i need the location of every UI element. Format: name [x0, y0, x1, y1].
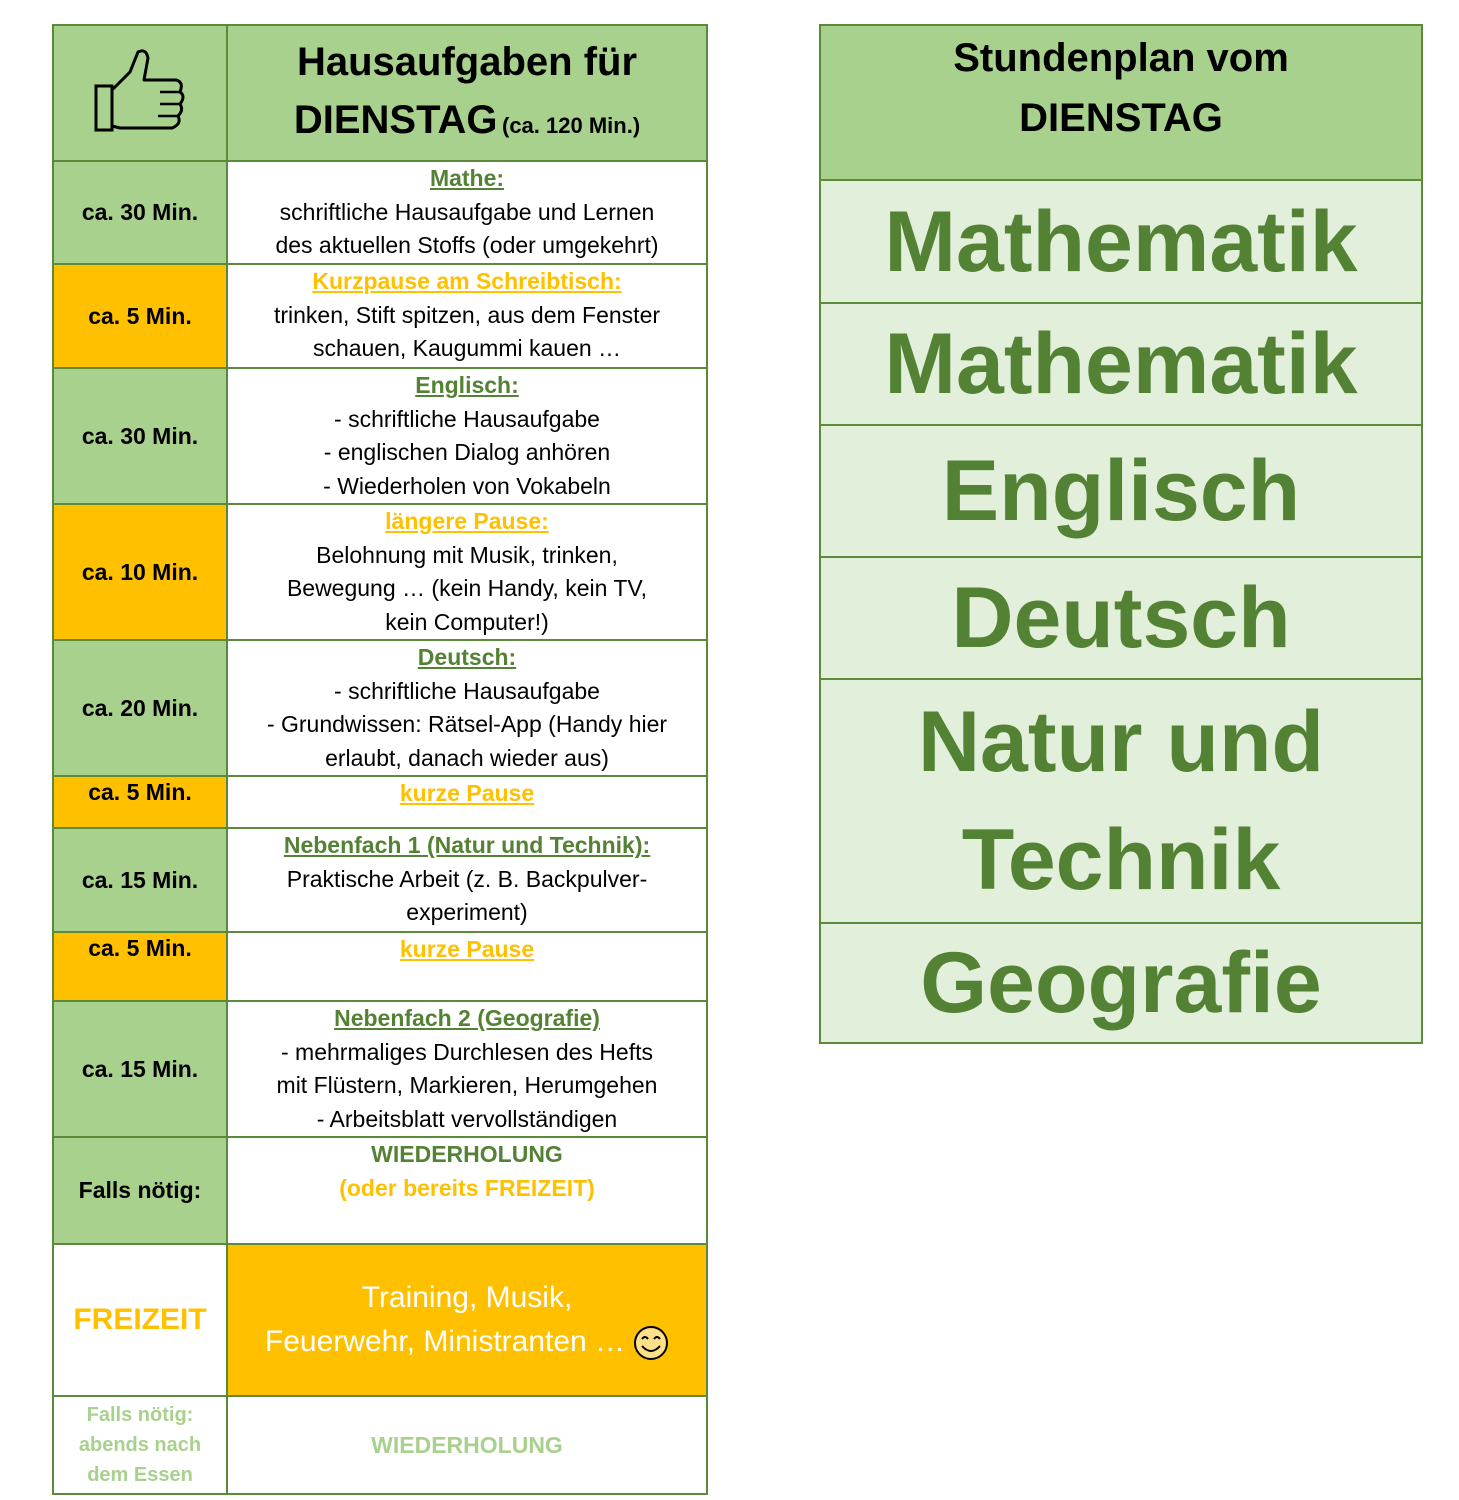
task-cell-mathe [227, 161, 707, 264]
task-line: erlaubt, danach wieder aus) [325, 744, 609, 771]
task-line: experiment) [406, 899, 528, 925]
subject-cell: Mathematik [820, 303, 1422, 425]
homework-title [227, 25, 707, 161]
task-line: - mehrmaliges Durchlesen des Hefts [281, 1038, 653, 1065]
task-cell-nebenfach2 [227, 1001, 707, 1137]
task-cell-kurzpause [227, 264, 707, 368]
task-heading: längere Pause: [385, 508, 549, 534]
subject-cell: Geografie [820, 923, 1422, 1043]
freetime-cell [227, 1244, 707, 1396]
homework-table [52, 24, 708, 1495]
subject-cell: Englisch [820, 425, 1422, 557]
task-line: - Arbeitsblatt vervollständigen [316, 1105, 618, 1132]
task-heading: Nebenfach 1 (Natur und Technik): [283, 832, 651, 858]
subject-cell: Mathematik [820, 180, 1422, 303]
task-heading: Nebenfach 2 (Geografie) [334, 1005, 600, 1031]
timetable-title-day: DIENSTAG [1019, 96, 1223, 140]
thumbs-up-icon [90, 46, 190, 136]
task-line: - Grundwissen: Rätsel-App (Handy hier [266, 711, 668, 737]
task-heading: Deutsch: [417, 644, 517, 670]
subject-line: Technik [961, 812, 1281, 908]
subject-line: Natur und [917, 694, 1325, 790]
task-line: Praktische Arbeit (z. B. Backpulver- [286, 865, 648, 892]
if-needed-cell [227, 1137, 707, 1244]
task-cell-kurze-pause [227, 776, 707, 828]
time-cell: ca. 30 Min. [53, 161, 227, 264]
task-cell-laengere-pause [227, 504, 707, 640]
evening-repeat-text: WIEDERHOLUNG [227, 1396, 707, 1494]
freetime-line: Feuerwehr, Ministranten … [264, 1325, 626, 1358]
evening-label-line: abends nach [78, 1434, 202, 1456]
subject-cell: Deutsch [820, 557, 1422, 679]
timetable-title [820, 25, 1422, 180]
header-icon-cell [53, 25, 227, 161]
homework-title-duration: (ca. 120 Min.) [502, 112, 641, 138]
task-line: kein Computer!) [385, 608, 549, 635]
task-line: schriftliche Hausaufgabe und Lernen [279, 198, 655, 225]
task-heading: kurze Pause [399, 780, 535, 806]
task-line: - Wiederholen von Vokabeln [323, 472, 611, 499]
task-line: schauen, Kaugummi kauen … [312, 335, 622, 361]
time-cell: ca. 5 Min. [53, 776, 227, 828]
freetime-label: FREIZEIT [53, 1244, 227, 1396]
repeat-text: WIEDERHOLUNG [371, 1141, 563, 1167]
evening-label-line: Falls nötig: [86, 1404, 194, 1426]
task-line: Belohnung mit Musik, trinken, [316, 541, 618, 568]
evening-label-line: dem Essen [87, 1464, 193, 1486]
time-cell: ca. 15 Min. [53, 828, 227, 932]
timetable-title-line1: Stundenplan vom [953, 36, 1289, 80]
task-line: des aktuellen Stoffs (oder umgekehrt) [275, 232, 659, 258]
time-cell: ca. 15 Min. [53, 1001, 227, 1137]
task-heading: Englisch: [415, 372, 519, 398]
task-heading: kurze Pause [399, 936, 535, 962]
subject-cell [820, 679, 1422, 923]
time-cell: ca. 5 Min. [53, 264, 227, 368]
smiley-icon [633, 1325, 669, 1361]
task-cell-englisch [227, 368, 707, 504]
time-cell: ca. 20 Min. [53, 640, 227, 776]
task-heading: Mathe: [429, 165, 505, 191]
task-cell-deutsch [227, 640, 707, 776]
task-line: trinken, Stift spitzen, aus dem Fenster [273, 301, 661, 328]
time-cell: ca. 5 Min. [53, 932, 227, 1001]
freetime-line: Training, Musik, [361, 1281, 573, 1314]
task-line: - englischen Dialog anhören [323, 439, 611, 465]
timetable [819, 24, 1423, 1044]
or-freetime-text: (oder bereits FREIZEIT) [339, 1174, 595, 1201]
task-heading: Kurzpause am Schreibtisch: [312, 268, 622, 294]
time-cell: ca. 30 Min. [53, 368, 227, 504]
task-line: - schriftliche Hausaufgabe [334, 405, 600, 432]
task-cell-kurze-pause-2 [227, 932, 707, 1001]
homework-title-day: DIENSTAG [293, 97, 498, 142]
homework-title-line1: Hausaufgaben für [296, 39, 638, 84]
task-line: - schriftliche Hausaufgabe [334, 677, 600, 704]
if-needed-label: Falls nötig: [53, 1137, 227, 1244]
evening-label [53, 1396, 227, 1494]
task-cell-nebenfach1 [227, 828, 707, 932]
task-line: Bewegung … (kein Handy, kein TV, [286, 575, 648, 601]
time-cell: ca. 10 Min. [53, 504, 227, 640]
task-line: mit Flüstern, Markieren, Herumgehen [276, 1072, 658, 1098]
